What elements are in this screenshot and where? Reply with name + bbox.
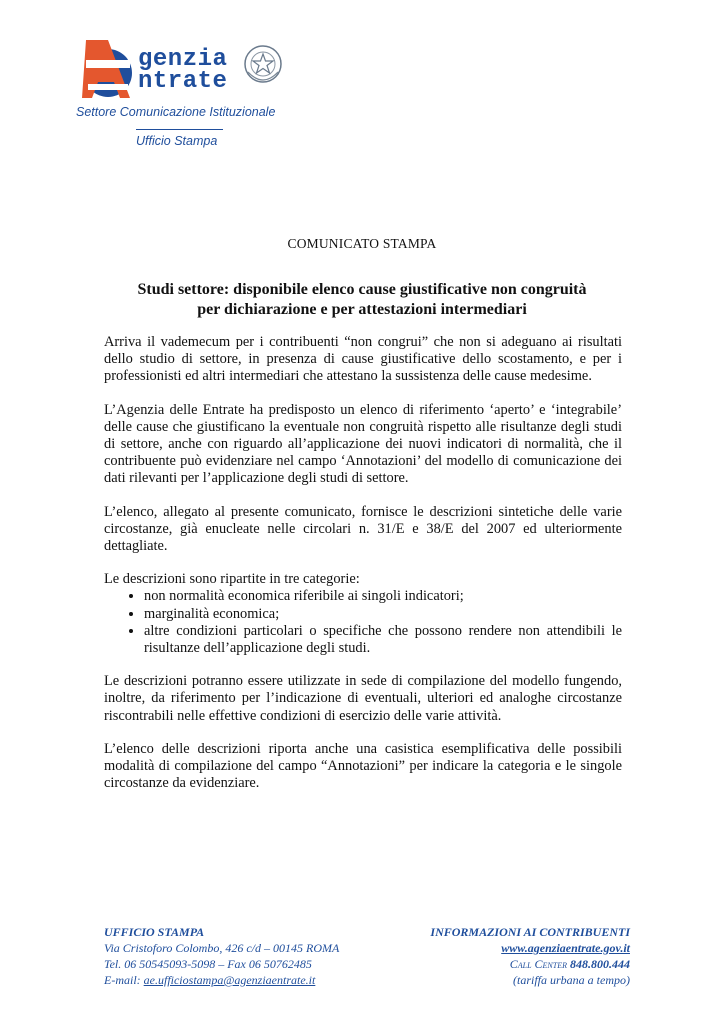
- footer-left-heading: UFFICIO STAMPA: [104, 925, 205, 939]
- press-release-title: [0, 280, 724, 320]
- list-item: • non normalità economica riferibile ai singoli indicatori;: [144, 588, 622, 605]
- call-center-label: Call Center: [509, 957, 567, 971]
- footer-press-office: [104, 924, 339, 988]
- call-center-number: 848.800.444: [570, 957, 630, 971]
- paragraph-2: L’Agenzia delle Entrate ha predisposto un elenco di riferimento ‘aperto’ e ‘integrabile’ delle cause che giustificano la eventuale non congruità rispetto alle risultanze degli studi di settore, anche con riguardo all’applicazione dei nuovi indicatori di normalità, che il contribuente può evidenziare nel campo ‘Annotazioni’ del modello di comunicazione dei dati rilevanti per l’applicazione degli studi di settore.: [104, 401, 622, 487]
- paragraph-6: L’elenco delle descrizioni riporta anche una casistica esemplificativa delle possibili modalità di compilazione del campo “Annotazioni” per indicare la categoria e le singole circostanze da evidenziare.: [104, 740, 622, 792]
- logo-text-line1: genzia: [138, 46, 228, 73]
- paragraph-5: Le descrizioni potranno essere utilizzate in sede di compilazione del modello fungendo, inoltre, da riferimento per l’indicazione di eventuali, ulteriori ed analoghe circostanze riscontrabili nelle effettive condizioni di esercizio delle varie attività.: [104, 673, 622, 724]
- footer-right-heading: INFORMAZIONI AI CONTRIBUENTI: [430, 925, 630, 939]
- footer-website-link[interactable]: www.agenziaentrate.gov.it: [501, 941, 630, 955]
- categories-list: [104, 588, 622, 657]
- paragraph-1: Arriva il vademecum per i contribuenti “non congrui” che non si adeguano ai risultati dello studio di settore, in presenza di cause giustificative dello scostamento, e per i professionisti ed altri intermediari che attestano la sussistenza delle cause medesime.: [104, 334, 622, 385]
- header-divider: [136, 129, 223, 130]
- list-item: • altre condizioni particolari o specifiche che possono rendere non attendibili le risultanze dell’applicazione degli studi.: [144, 623, 622, 657]
- republic-emblem-icon: [242, 42, 284, 88]
- sector-label: Settore Comunicazione Istituzionale: [76, 105, 276, 119]
- press-release-body: [104, 334, 622, 808]
- logo-a-icon: [78, 40, 138, 100]
- paragraph-3: L’elenco, allegato al presente comunicato, fornisce le descrizioni sintetiche delle varie circostanze, già enucleate nelle circolari n. 31/E e 38/E del 2007 ed ulteriormente dettagliate.: [104, 503, 622, 555]
- title-line-1: Studi settore: disponibile elenco cause giustificative non congruità: [137, 281, 587, 298]
- footer-address: Via Cristoforo Colombo, 426 c/d – 00145 ROMA: [104, 941, 340, 955]
- logo-text-line2: ntrate: [138, 68, 228, 95]
- list-item: • marginalità economica;: [144, 606, 622, 623]
- title-line-2: per dichiarazione e per attestazioni intermediari: [197, 301, 527, 318]
- footer-email-label: E-mail:: [104, 973, 144, 987]
- footer-tariff: (tariffa urbana a tempo): [513, 973, 630, 987]
- office-label: Ufficio Stampa: [136, 134, 218, 148]
- footer-email-link[interactable]: ae.ufficiostampa@agenziaentrate.it: [143, 973, 316, 987]
- footer-website-line: [430, 940, 630, 956]
- footer-phone: Tel. 06 50545093-5098 – Fax 06 50762485: [104, 957, 312, 971]
- footer-call-center-line: [430, 956, 630, 972]
- press-release-kicker: COMUNICATO STAMPA: [287, 236, 437, 251]
- paragraph-4: Le descrizioni sono ripartite in tre categorie:: [104, 571, 360, 588]
- footer-email-line: [104, 972, 339, 988]
- footer-taxpayer-info: [430, 924, 630, 988]
